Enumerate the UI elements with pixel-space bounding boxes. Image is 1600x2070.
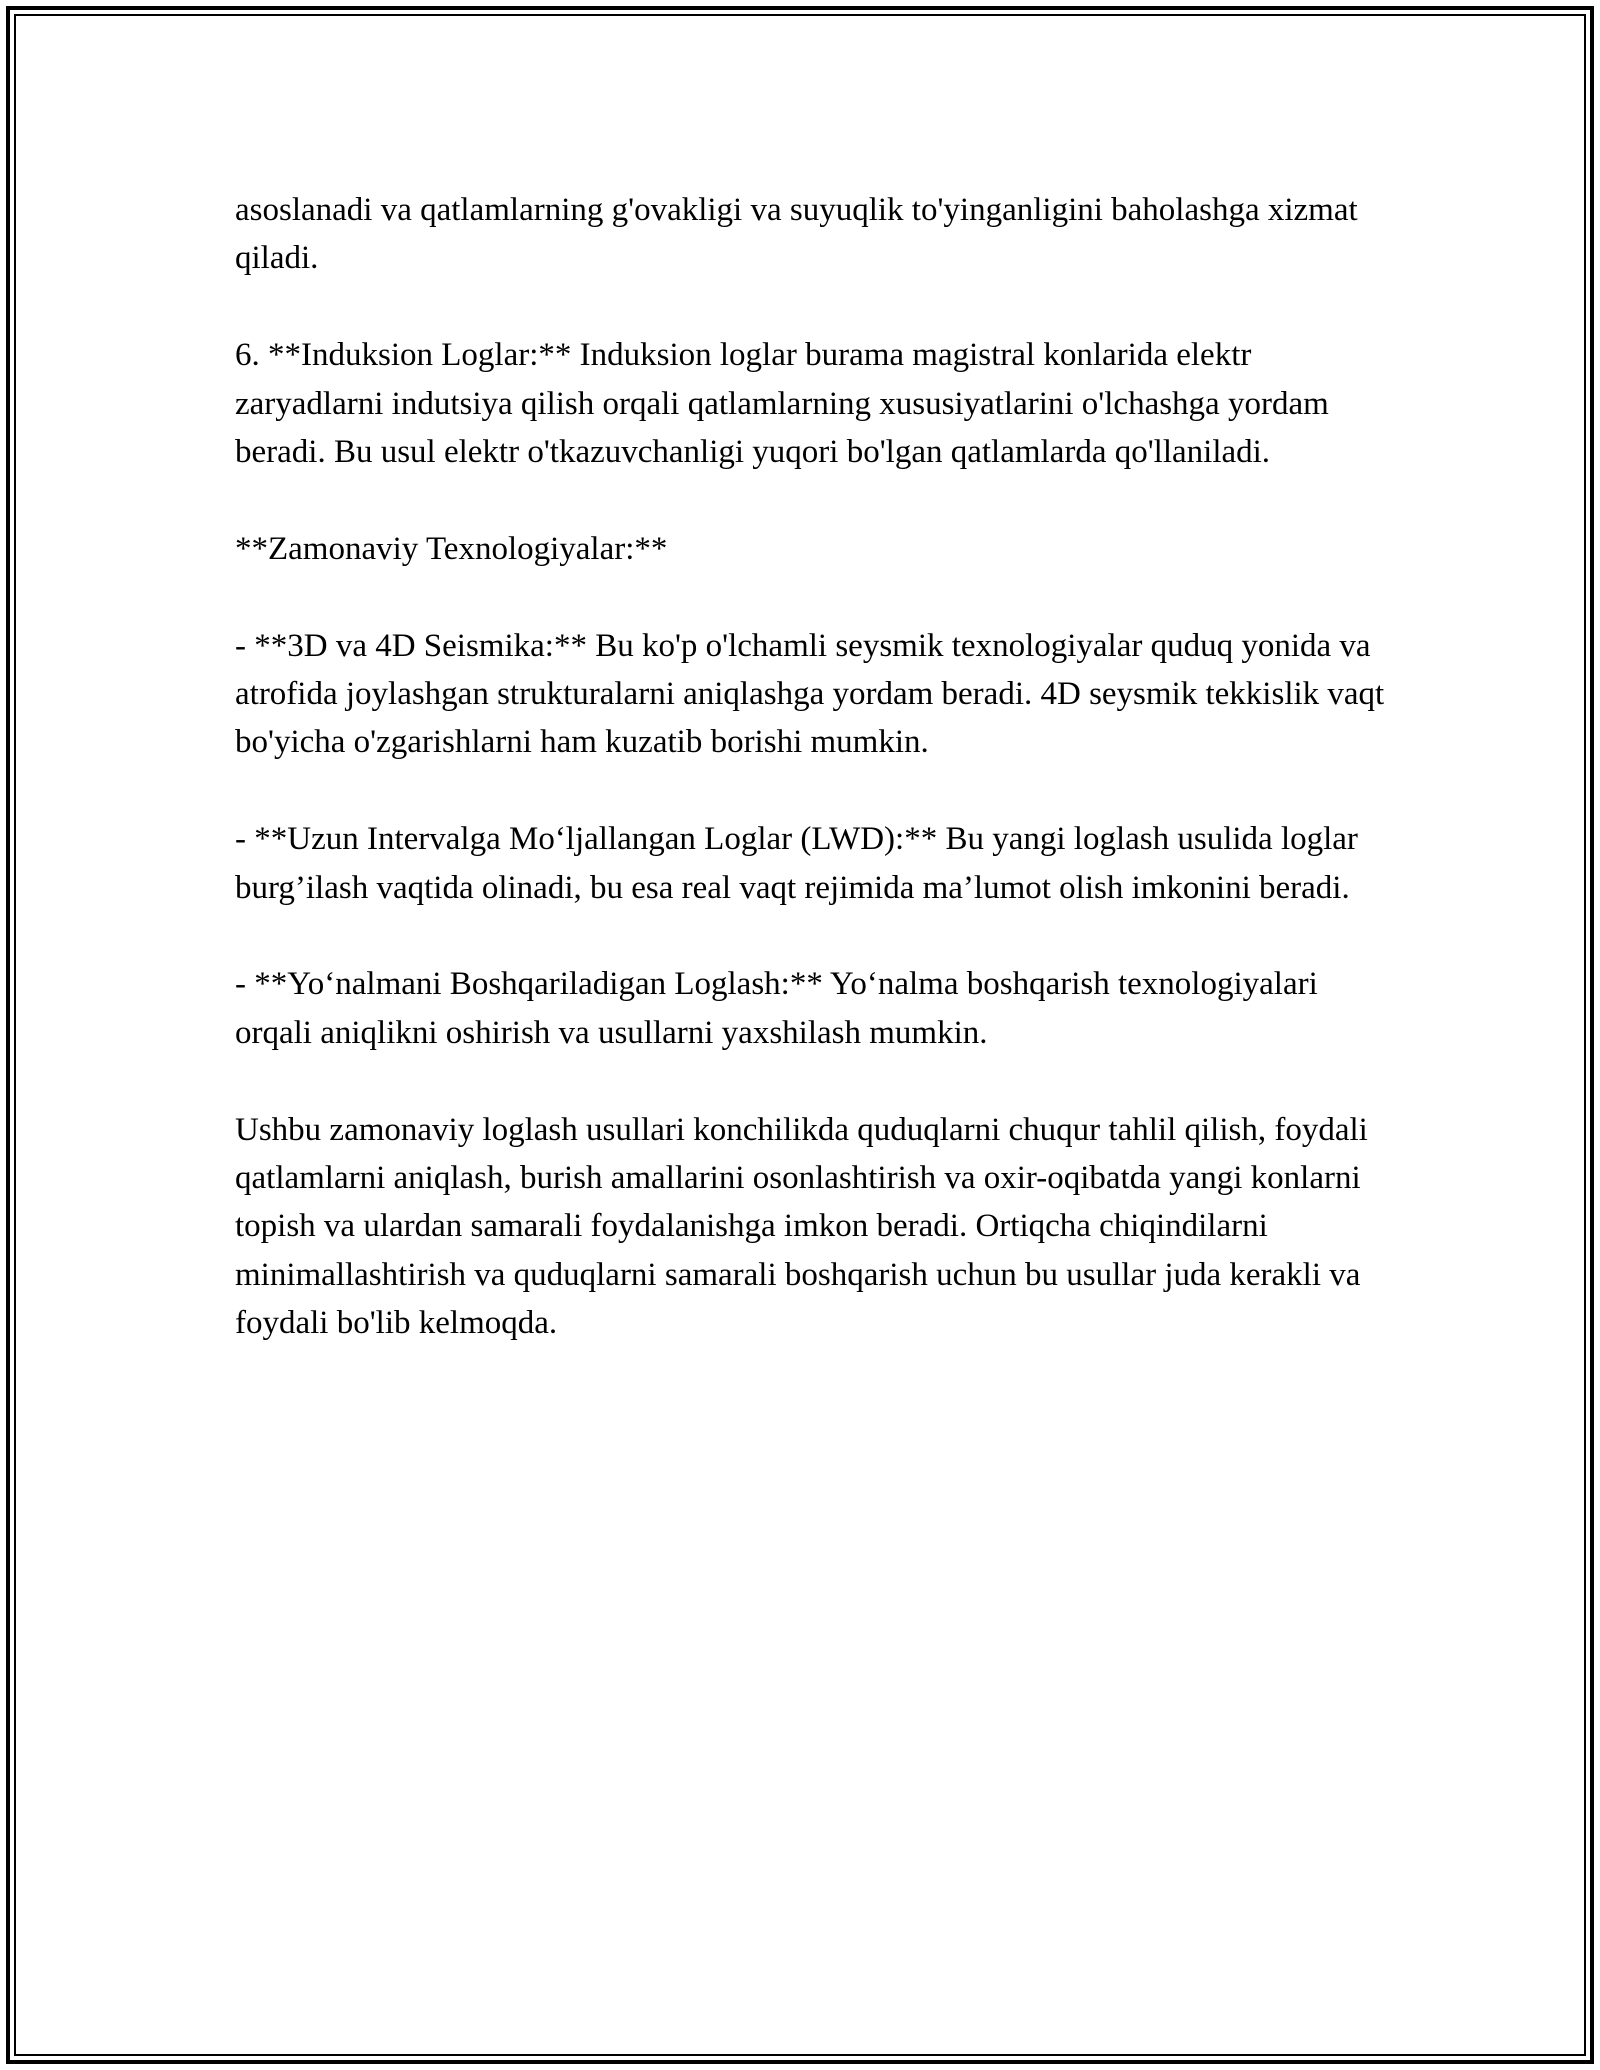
list-item-directional-logging: - **Yo‘nalmani Boshqariladigan Loglash:** Yo‘nalma boshqarish texnologiyalari orqali aniqlikni oshirish va usullarni yaxshilash mumkin. bbox=[235, 966, 1318, 1051]
section-heading-modern-technologies: **Zamonaviy Texnologiyalar:** bbox=[235, 530, 668, 567]
paragraph-intro-continuation: asoslanadi va qatlamlarning g'ovakligi va suyuqlik to'yinganligini baholashga xizmat qiladi. bbox=[235, 192, 1358, 277]
paragraph-induction-logs: 6. **Induksion Loglar:** Induksion loglar burama magistral konlarida elektr zaryadlarni indutsiya qilish orqali qatlamlarning xususiyatlarini o'lchashga yordam beradi. Bu usul elektr o'tkazuvchanligi yuqori bo'lgan qatlamlarda qo'llaniladi. bbox=[235, 337, 1329, 471]
document-body bbox=[235, 186, 1385, 1348]
list-item-3d-4d-seismic: - **3D va 4D Seismika:** Bu ko'p o'lchamli seysmik texnologiyalar quduq yonida va atrofida joylashgan strukturalarni aniqlashga yordam beradi. 4D seysmik tekkislik vaqt bo'yicha o'zgarishlarni ham kuzatib borishi mumkin. bbox=[235, 627, 1385, 761]
paragraph-conclusion: Ushbu zamonaviy loglash usullari konchilikda quduqlarni chuqur tahlil qilish, foydali qatlamlarni aniqlash, burish amallarini osonlashtirish va oxir-oqibatda yangi konlarni topish va ulardan samarali foydalanishga imkon beradi. Ortiqcha chiqindilarni minimallashtirish va quduqlarni samarali boshqarish uchun bu usullar juda kerakli va foydali bo'lib kelmoqda. bbox=[235, 1111, 1368, 1342]
list-item-lwd-logs: - **Uzun Intervalga Mo‘ljallangan Loglar (LWD):** Bu yangi loglash usulida loglar burg’ilash vaqtida olinadi, bu esa real vaqt rejimida ma’lumot olish imkonini beradi. bbox=[235, 821, 1358, 906]
